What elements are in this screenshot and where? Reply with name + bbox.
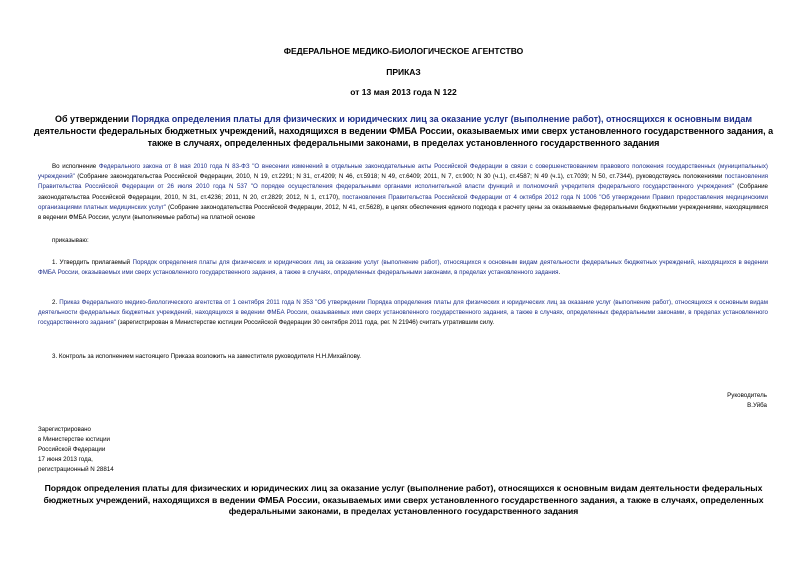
- registration-line-2: в Министерстве юстиции: [38, 436, 111, 443]
- preamble-paragraph: [38, 162, 768, 223]
- document-date-number: от 13 мая 2013 года N 122: [350, 87, 457, 97]
- procedure-link[interactable]: Порядок определения платы для физических и юридических лиц за оказание услуг (выполнение работ), относящихся к основным видам деятельности федеральных бюджетных учреждений, находящихся в ведении ФМБА России, оказываемых ими сверх установленного государственного задания, а также в случаях, определенных федеральными законами, в пределах установленного задания: [38, 259, 769, 277]
- registration-line-3: Российской Федерации: [38, 446, 106, 453]
- registration-block: [38, 425, 114, 475]
- appendix-title: Порядок определения платы для физических и юридических лиц за оказание услуг (выполнение работ), относящихся к основным видам деятельности федеральных бюджетных учреждений, находящихся в ведении ФМБА России, оказываемых ими сверх установленного государственного задания, а также в случаях, определенных федеральными законами, в пределах установленного государственного задания: [43, 483, 764, 516]
- item-2-paragraph: [38, 298, 768, 329]
- order-353-link[interactable]: Приказ Федерального медико-биологического агентства от 1 сентября 2011 года N 353 "Об утверждении Порядка определения платы для физических и юридических лиц за оказание услуг (выполнение работ), относящихся к основным видам деятельности федеральных бюджетных учреждений, находящихся в ведении ФМБА России, оказываемых ими сверх установленного государственного задания, а также в случаях, определенных федеральными законами, в пределах установленного государственного задания": [38, 299, 768, 327]
- item-3-paragraph: 3. Контроль за исполнением настоящего Приказа возложить на заместителя руководителя Н.Н.Михайлову.: [52, 353, 361, 360]
- item-1-text-2: .: [558, 269, 561, 277]
- item-2-text-1: 2.: [52, 299, 60, 306]
- preamble-text-3: (Собрание законодательства Российской Федерации, 2010, N 31, ст.4236; 2011, N 20, ст.2829; 2012, N 1, ст.170),: [38, 183, 768, 201]
- item-1-text-1: 1. Утвердить прилагаемый: [52, 259, 133, 266]
- registration-line-5: регистрационный N 28814: [38, 466, 114, 473]
- federal-law-link[interactable]: Федерального закона от 8 мая 2010 года N 83-ФЗ "О внесении изменений в отдельные законодательные акты Российской Федерации в связи с совершенствованием правового положения государственных (муниципальных) учреждений": [38, 163, 768, 181]
- registration-line-4: 17 июня 2013 года,: [38, 456, 93, 463]
- title-prefix: Об утверждении: [55, 114, 132, 124]
- government-decree-1006-link[interactable]: постановления Правительства Российской Федерации от 4 октября 2012 года N 1006 "Об утверждении Правил предоставления медицинскими организациями платных медицинских услуг": [38, 193, 768, 211]
- item-1-paragraph: [38, 258, 768, 278]
- preamble-text-1: Во исполнение: [52, 163, 99, 170]
- document-title: [30, 113, 777, 149]
- item-2-text-2: (зарегистрирован в Министерстве юстиции Российской Федерации 30 сентября 2011 года, рег. N 21946) считать утратившим силу.: [115, 319, 495, 327]
- title-rest: деятельности федеральных бюджетных учреждений, находящихся в ведении ФМБА России, оказываемых ими сверх установленного государственного задания, а также в случаях, определенных федеральными законами, в пределах установленного государственного задания: [33, 126, 774, 148]
- title-link[interactable]: Порядка определения платы для физических и юридических лиц за оказание услуг (выполнение работ), относящихся к основным видам: [131, 114, 752, 124]
- signer-role: Руководитель: [727, 392, 767, 399]
- ordered-word: приказываю:: [52, 237, 89, 244]
- signature-block: [727, 391, 767, 411]
- registration-line-1: Зарегистрировано: [38, 426, 91, 433]
- document-type: ПРИКАЗ: [386, 67, 421, 77]
- signer-name: В.Уйба: [747, 402, 767, 409]
- preamble-text-2: (Собрание законодательства Российской Федерации, 2010, N 19, ст.2291; N 31, ст.4209; N 46, ст.5918; N 49, ст.6409; 2011, N 7, ст.900; N 30 (ч.1), ст.4587; N 49 (ч.1), ст.7039; N 50, ст.7344), руководствуясь положениями: [74, 173, 725, 181]
- agency-name: ФЕДЕРАЛЬНОЕ МЕДИКО-БИОЛОГИЧЕСКОЕ АГЕНТСТВО: [283, 46, 524, 56]
- government-decree-537-link[interactable]: постановления Правительства Российской Федерации от 26 июля 2010 года N 537 "О порядке осуществления федеральными органами исполнительной власти функций и полномочий учредителя федерального государственного учреждения": [38, 173, 768, 191]
- preamble-text-4: (Собрание законодательства Российской Федерации, 2012, N 41, ст.5628), в целях обеспечения единого подхода к расчету цены за оказываемые федеральными бюджетными учреждениями, находящимися в ведении ФМБА России, услуги (выполняемые работы) на платной основе: [38, 203, 768, 222]
